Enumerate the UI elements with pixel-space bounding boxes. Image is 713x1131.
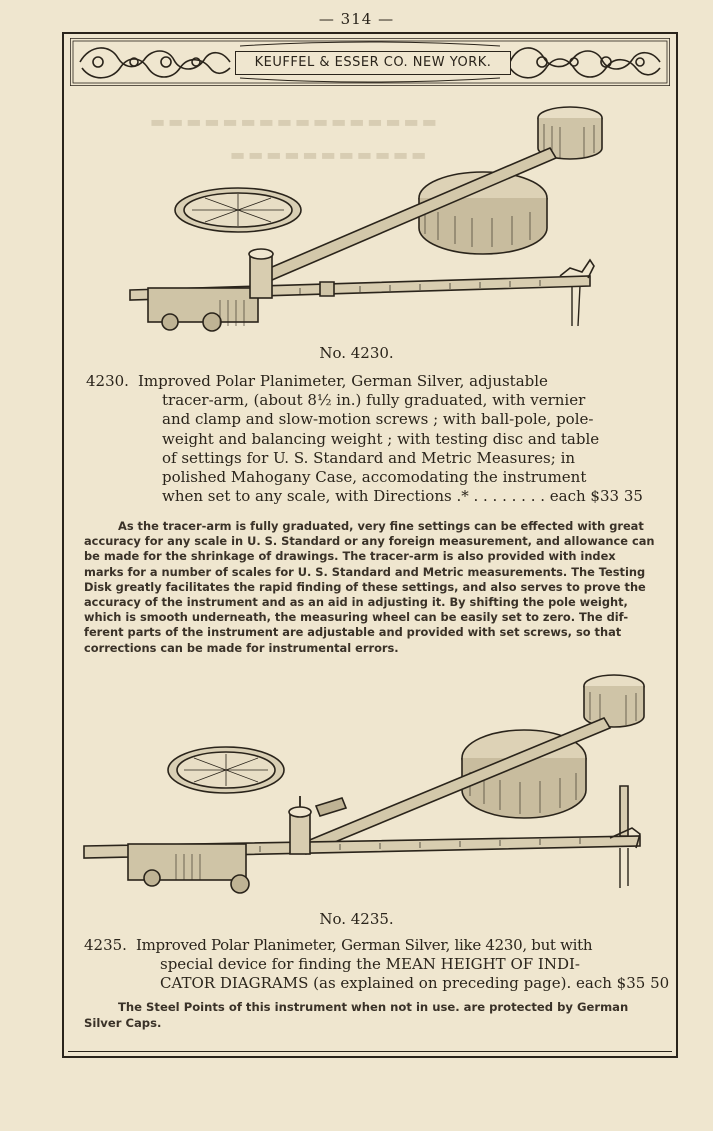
description-line: be made for the shrinkage of drawings. The tracer-arm is also provided with index: [84, 549, 616, 564]
description-line: marks for a number of scales for U. S. Standard and Metric measurements. The Testing: [84, 564, 646, 579]
item-number: 4235.: [84, 936, 127, 954]
description-line: accuracy for any scale in U. S. Standard or any foreign measurement, and allowance can: [84, 534, 655, 549]
description-line: accuracy of the instrument and as an aid in adjusting it. By shifting the pole weight,: [84, 595, 628, 610]
figure-caption: No. 4235.: [319, 910, 394, 928]
figure-caption: No. 4230.: [319, 344, 394, 362]
item-line: of settings for U. S. Standard and Metric Measures; in: [162, 448, 576, 467]
publisher-name: KEUFFEL & ESSER CO. NEW YORK.: [235, 51, 511, 75]
item-line: polished Mahogany Case, accomodating the instrument: [162, 468, 587, 486]
item-line: tracer-arm, (about 8½ in.) fully graduated, with vernier: [162, 391, 586, 410]
planimeter-4235-illustration: [80, 668, 650, 906]
header-ornament: [70, 38, 670, 86]
item-number: 4230.: [86, 372, 129, 390]
item-line: weight and balancing weight ; with testing disc and table: [162, 429, 600, 448]
note-line: The Steel Points of this instrument when not in use. are protected by German: [118, 1000, 629, 1014]
item-line: and clamp and slow-motion screws ; with ball-pole, pole-: [162, 410, 594, 429]
item-line-price: CATOR DIAGRAMS (as explained on preceding page). each $35 50: [160, 974, 670, 993]
catalog-item-4235: [84, 936, 684, 998]
show-through-smudge: ▬▬▬▬▬▬▬▬▬▬▬▬▬▬▬▬: [150, 112, 440, 131]
item-line: Improved Polar Planimeter, German Silver, like 4230, but with: [136, 936, 593, 954]
item-line-price: when set to any scale, with Directions .* . . . . . . . . each $33 35: [162, 487, 643, 506]
item-line: Improved Polar Planimeter, German Silver, adjustable: [138, 372, 548, 390]
bottom-rule: [68, 1051, 672, 1052]
description-line: As the tracer-arm is fully graduated, very fine settings can be effected with great: [118, 519, 644, 533]
note-line: Silver Caps.: [84, 1015, 162, 1030]
description-line: which is smooth underneath, the measuring wheel can be easily set to zero. The dif-: [84, 610, 629, 625]
show-through-smudge: ▬▬▬▬▬▬▬▬▬▬▬: [230, 145, 430, 164]
catalog-item-4230: [86, 372, 686, 512]
description-line: corrections can be made for instrumental errors.: [84, 640, 399, 655]
description-line: ferent parts of the instrument are adjustable and provided with set screws, so that: [84, 625, 622, 640]
item-4230-description: [84, 519, 655, 656]
item-line: special device for finding the MEAN HEIGHT OF INDI-: [160, 955, 580, 974]
item-4235-note: [84, 1000, 628, 1031]
page-number: — 314 —: [318, 10, 395, 28]
description-line: Disk greatly facilitates the rapid finding of these settings, and also serves to prove the: [84, 579, 646, 594]
planimeter-4230-illustration: [120, 100, 620, 345]
